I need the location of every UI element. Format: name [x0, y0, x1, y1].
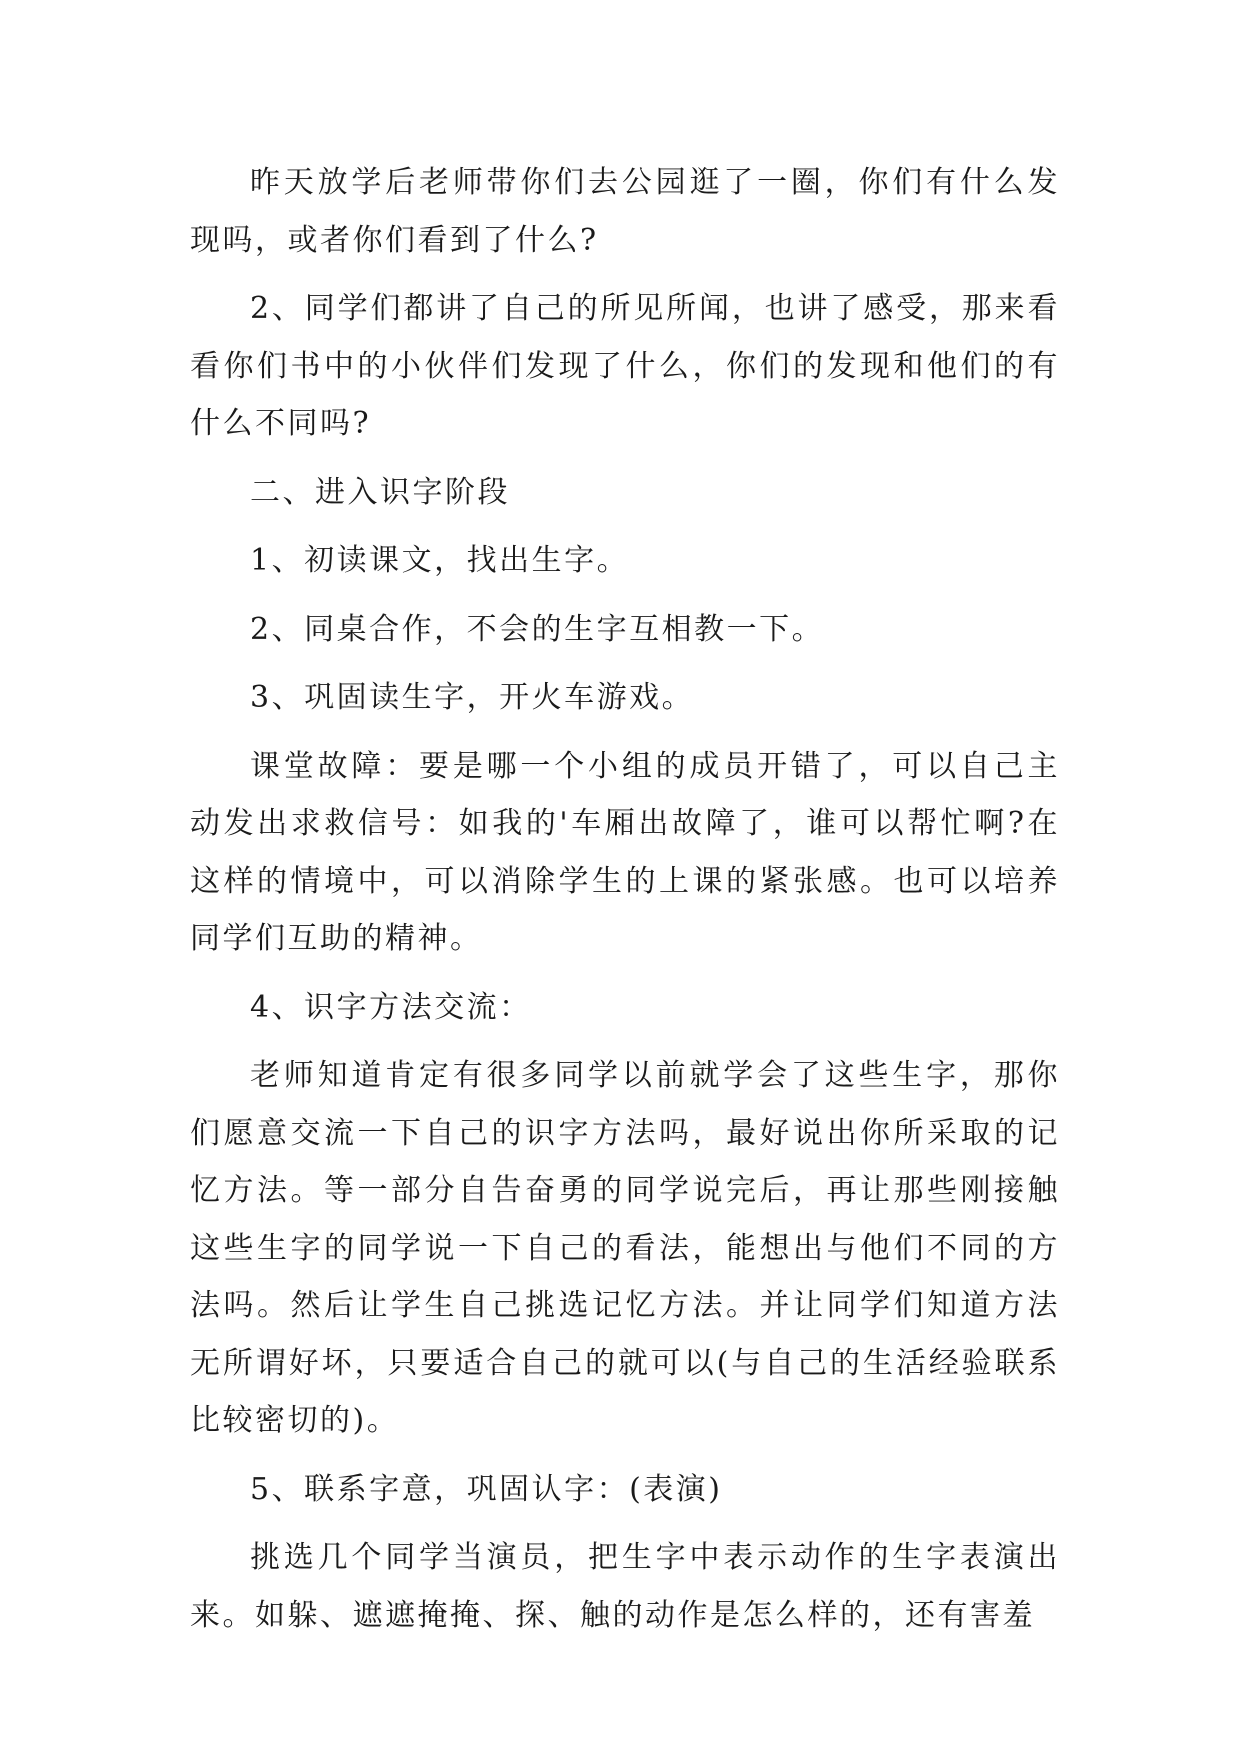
paragraph-actors: 挑选几个同学当演员，把生字中表示动作的生字表演出来。如躲、遮遮掩掩、探、触的动作是怎么样的，还有害羞 — [190, 1540, 1060, 1633]
paragraph-step-4-methods: 4、识字方法交流： — [250, 989, 532, 1025]
paragraph-step-2-discussion: 2、同学们都讲了自己的所见所闻，也讲了感受，那来看看你们书中的小伙伴们发现了什么，你们的发现和他们的有什么不同吗? — [190, 291, 1060, 441]
paragraph-intro-question: 昨天放学后老师带你们去公园逛了一圈，你们有什么发现吗，或者你们看到了什么? — [190, 165, 1060, 258]
section-heading-literacy-stage: 二、进入识字阶段 — [250, 474, 510, 510]
paragraph-step-2-desk-partner: 2、同桌合作，不会的生字互相教一下。 — [250, 611, 825, 647]
paragraph-teacher-methods: 老师知道肯定有很多同学以前就学会了这些生字，那你们愿意交流一下自己的识字方法吗，最好说出你所采取的记忆方法。等一部分自告奋勇的同学说完后，再让那些刚接触这些生字的同学说一下自己的看法，能想出与他们不同的方法吗。然后让学生自己挑选记忆方法。并让同学们知道方法无所谓好坏，只要适合自己的就可以(与自己的生活经验联系比较密切的)。 — [190, 1058, 1060, 1438]
paragraph-classroom-fault: 课堂故障：要是哪一个小组的成员开错了，可以自己主动发出求救信号：如我的'车厢出故障了，谁可以帮忙啊?在这样的情境中，可以消除学生的上课的紧张感。也可以培养同学们互助的精神。 — [190, 748, 1060, 956]
document-body — [190, 154, 1060, 1655]
paragraph-step-1-read: 1、初读课文，找出生字。 — [250, 543, 630, 578]
paragraph-step-3-train-game: 3、巩固读生字，开火车游戏。 — [250, 680, 695, 715]
paragraph-step-5-performance: 5、联系字意，巩固认字：(表演) — [250, 1471, 723, 1507]
